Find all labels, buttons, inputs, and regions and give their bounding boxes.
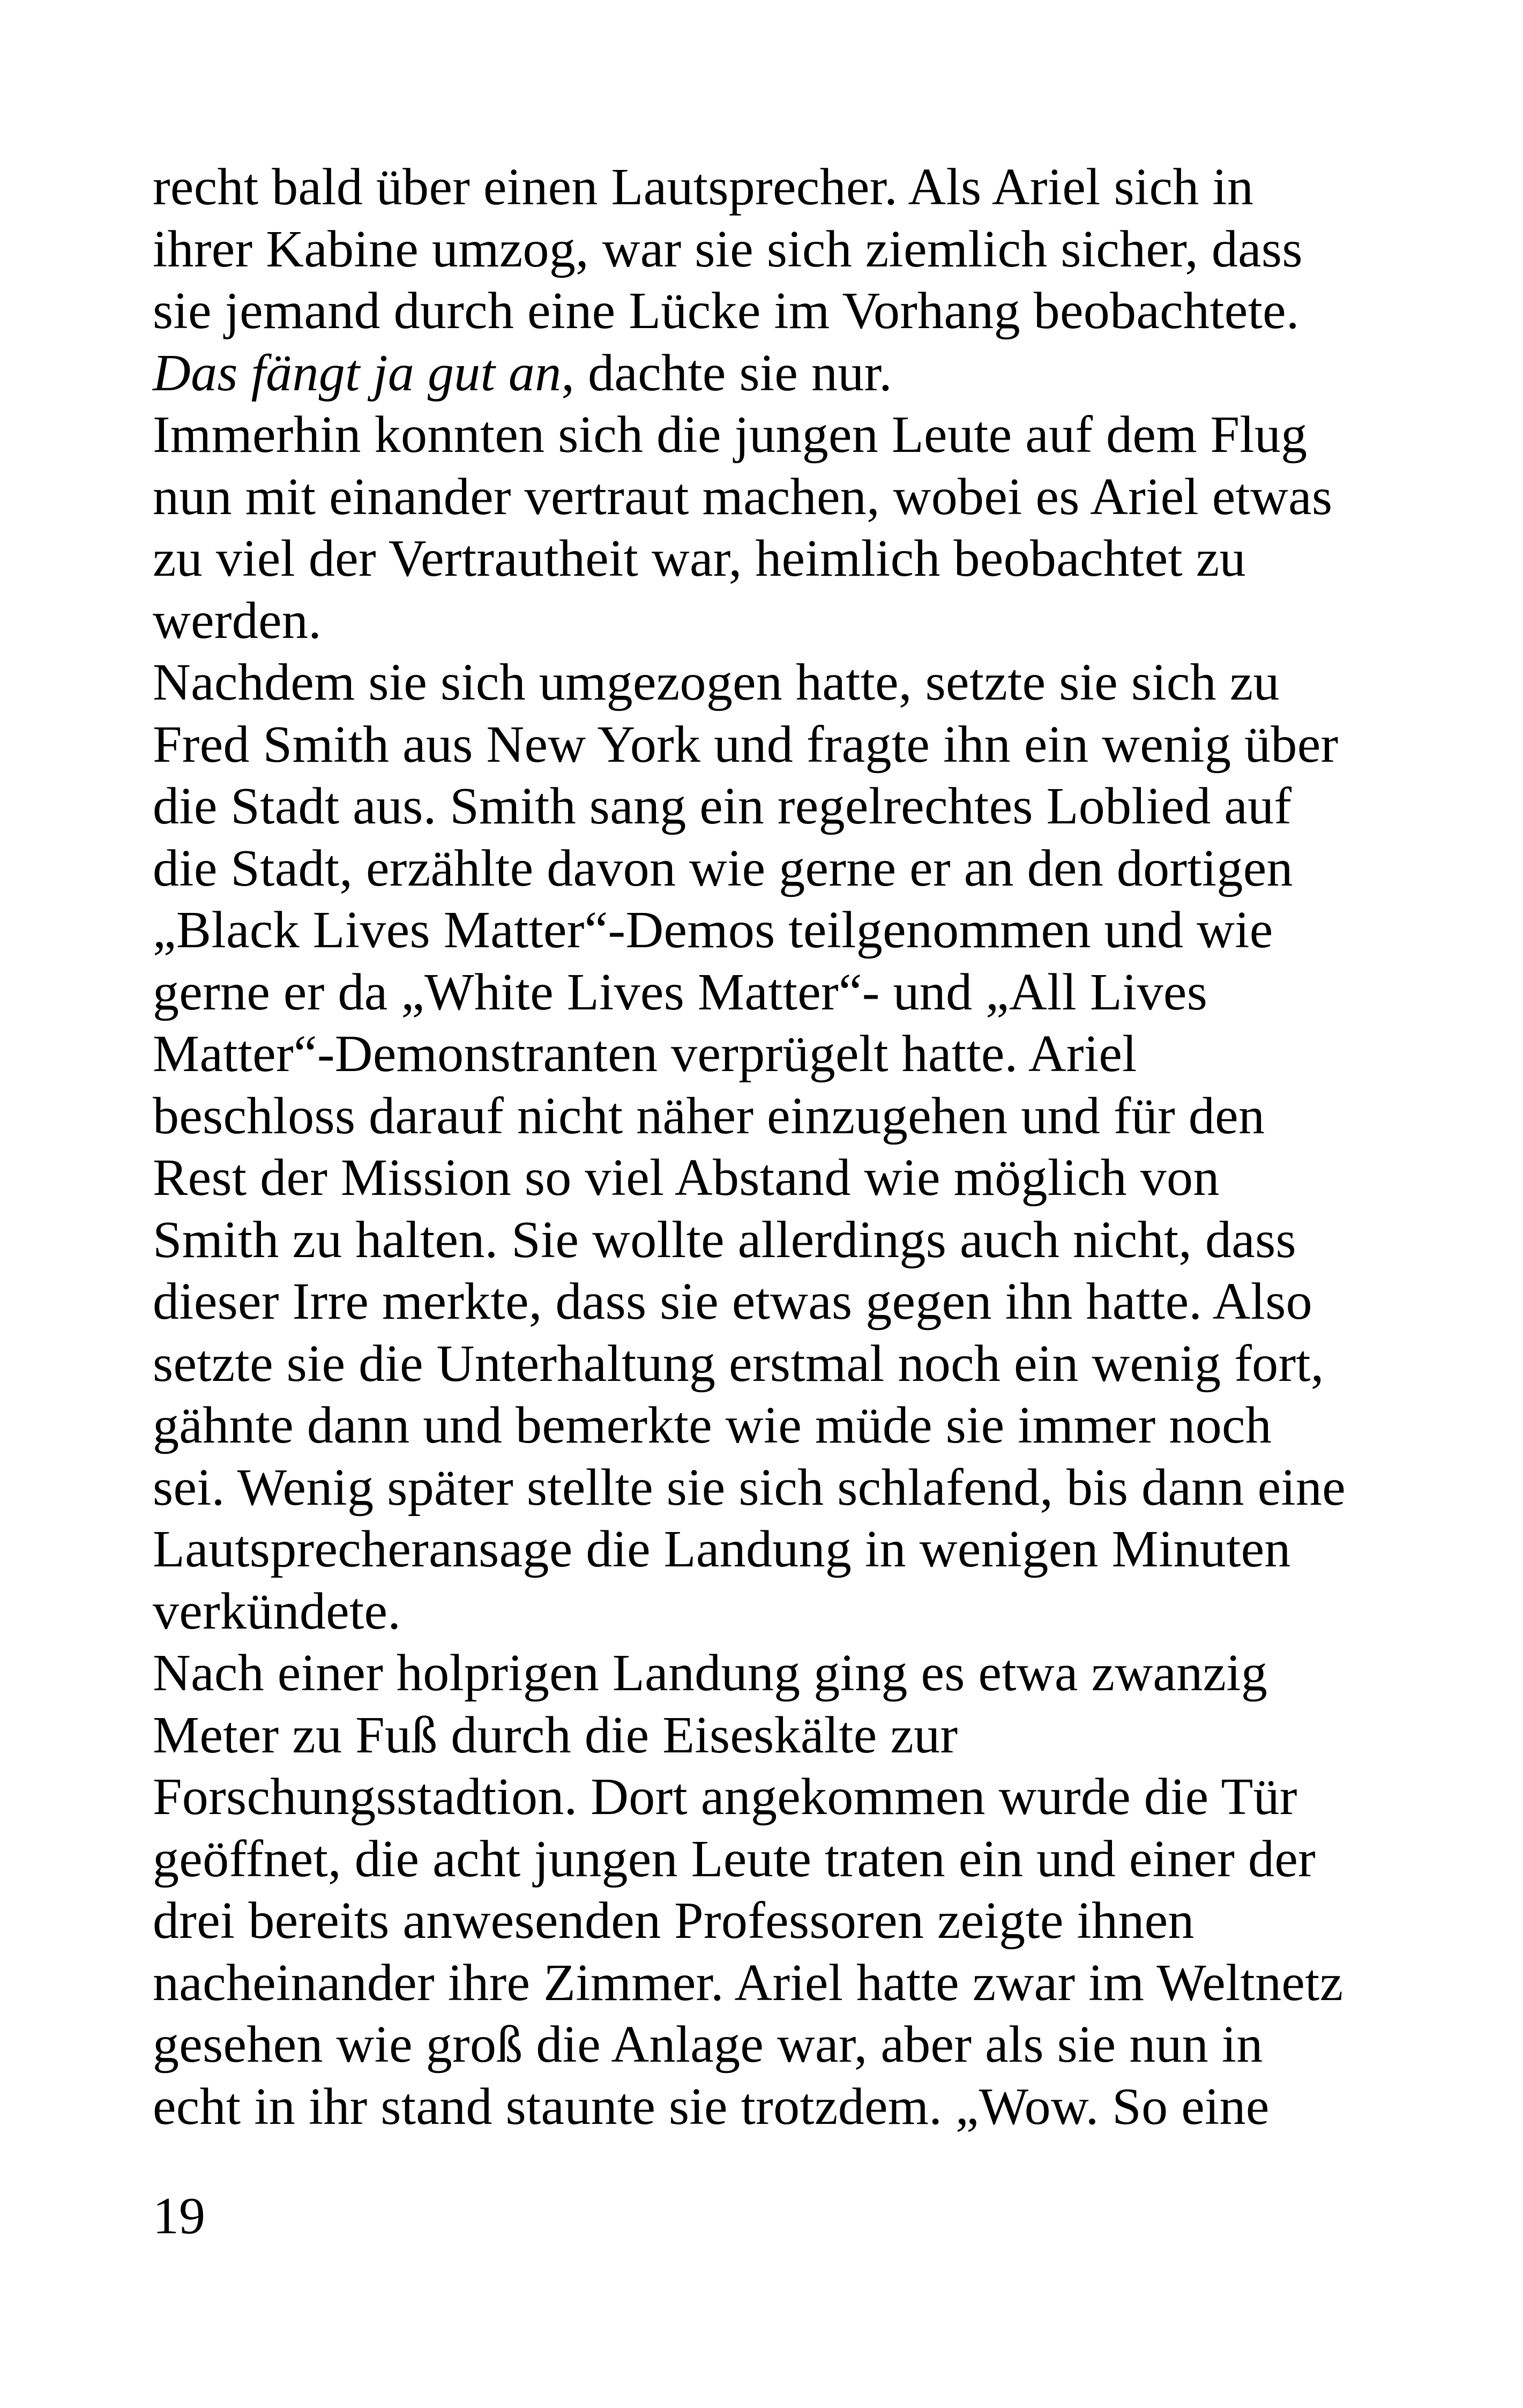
text-line: geöffnet, die acht jungen Leute traten ein und einer der	[153, 1830, 1316, 1888]
text-line: Nach einer holprigen Landung ging es etwa zwanzig	[153, 1644, 1268, 1702]
text-line: gähnte dann und bemerkte wie müde sie immer noch	[153, 1396, 1272, 1454]
text-line: recht bald über einen Lautsprecher. Als Ariel sich in	[153, 158, 1254, 216]
text-line: die Stadt, erzählte davon wie gerne er an den dortigen	[153, 839, 1293, 897]
text-line: Fred Smith aus New York und fragte ihn ein wenig über	[153, 715, 1339, 774]
text-line: sie jemand durch eine Lücke im Vorhang beobachtete.	[153, 282, 1300, 340]
text-line: gerne er da „White Lives Matter“- und „All Lives	[153, 963, 1208, 1021]
text-line: setzte sie die Unterhaltung erstmal noch ein wenig fort,	[153, 1334, 1324, 1393]
text-line: Nachdem sie sich umgezogen hatte, setzte sie sich zu	[153, 653, 1280, 711]
text-fragment: , dachte sie nur.	[561, 344, 892, 402]
text-line: Rest der Mission so viel Abstand wie möglich von	[153, 1149, 1220, 1207]
text-line: nacheinander ihre Zimmer. Ariel hatte zwar im Weltnetz	[153, 1953, 1343, 2012]
text-line: Forschungsstadtion. Dort angekommen wurde die Tür	[153, 1768, 1297, 1826]
text-line: zu viel der Vertrautheit war, heimlich beobachtet zu	[153, 530, 1246, 588]
text-line: beschloss darauf nicht näher einzugehen und für den	[153, 1087, 1265, 1145]
text-line: Immerhin konnten sich die jungen Leute auf dem Flug	[153, 406, 1308, 464]
text-line: werden.	[153, 591, 322, 650]
text-line: „Black Lives Matter“-Demos teilgenommen und wie	[153, 901, 1273, 959]
text-line: nun mit einander vertraut machen, wobei es Ariel etwas	[153, 467, 1333, 526]
text-line: dieser Irre merkte, dass sie etwas gegen ihn hatte. Also	[153, 1273, 1312, 1331]
text-line: die Stadt aus. Smith sang ein regelrechtes Loblied auf	[153, 777, 1292, 835]
text-line: sei. Wenig später stellte sie sich schlafend, bis dann eine	[153, 1458, 1346, 1517]
text-line: Matter“-Demonstranten verprügelt hatte. Ariel	[153, 1025, 1137, 1083]
text-line: drei bereits anwesenden Professoren zeigte ihnen	[153, 1892, 1194, 1950]
text-line: echt in ihr stand staunte sie trotzdem. „Wow. So eine	[153, 2077, 1270, 2136]
page-number: 19	[153, 2187, 205, 2245]
text-line: verkündete.	[153, 1582, 401, 1640]
text-line: Meter zu Fuß durch die Eiseskälte zur	[153, 1706, 958, 1764]
body-text	[153, 157, 1385, 2138]
text-line	[153, 343, 1385, 405]
text-line: Smith zu halten. Sie wollte allerdings auch nicht, dass	[153, 1210, 1296, 1269]
text-line: ihrer Kabine umzog, war sie sich ziemlich sicher, dass	[153, 220, 1303, 278]
text-line: gesehen wie groß die Anlage war, aber als sie nun in	[153, 2016, 1263, 2073]
text-line: Lautsprecheransage die Landung in wenigen Minuten	[153, 1520, 1291, 1578]
italic-phrase: Das fängt ja gut an	[153, 344, 562, 402]
